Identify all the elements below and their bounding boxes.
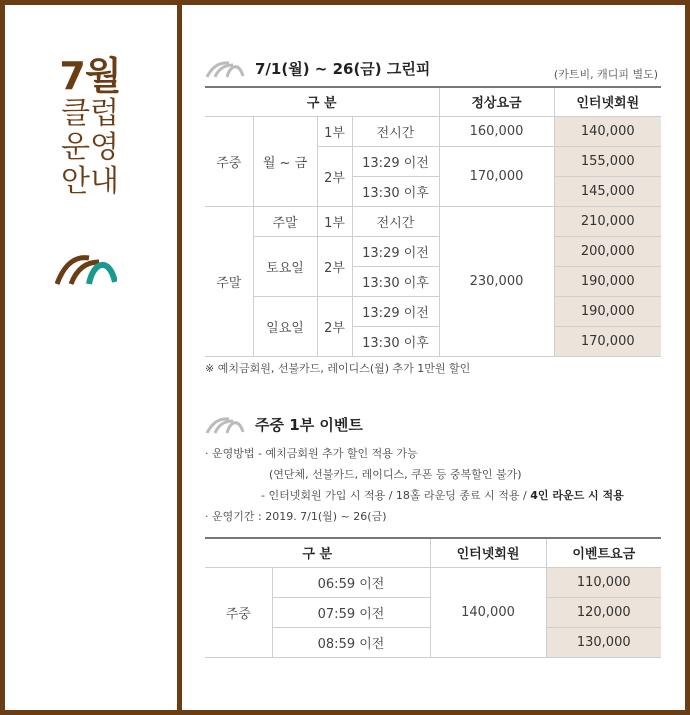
- cell-member-price: 210,000: [554, 206, 661, 236]
- cell-member-price: 190,000: [554, 266, 661, 296]
- vertical-divider: [177, 0, 182, 715]
- cell-regular-price: 160,000: [439, 116, 554, 146]
- table-row: [205, 206, 661, 236]
- section2-title: 주중 1부 이벤트: [255, 416, 363, 434]
- cell-day: 일요일: [253, 296, 317, 356]
- cell-time: 13:30 이후: [352, 326, 439, 356]
- cell-part: 1부: [317, 116, 352, 146]
- header-internet-member: 인터넷회원: [430, 538, 546, 567]
- cell-time: 13:29 이전: [352, 296, 439, 326]
- discount-footnote: ※ 예치금회원, 선불카드, 레이디스(월) 추가 1만원 할인: [205, 362, 471, 375]
- header-regular-price: 정상요금: [439, 87, 554, 116]
- cell-part: 2부: [317, 236, 352, 296]
- arc-logo-icon: [55, 252, 117, 290]
- cell-time: 13:30 이후: [352, 266, 439, 296]
- cell-member-price: 140,000: [554, 116, 661, 146]
- cell-member-price: 170,000: [554, 326, 661, 356]
- side-line-3: 안내: [61, 164, 119, 199]
- header-category: 구 분: [205, 538, 430, 567]
- section1-title: 7/1(월) ~ 26(금) 그린피: [255, 60, 431, 78]
- arc-bullet-icon: [205, 59, 245, 79]
- cell-time: 전시간: [352, 206, 439, 236]
- section2-header: [205, 414, 363, 435]
- cell-weekday: 주중: [205, 116, 253, 206]
- cell-weekday: 주중: [205, 567, 272, 657]
- cell-part: 2부: [317, 296, 352, 356]
- cell-weekend: 주말: [205, 206, 253, 356]
- cell-part: 2부: [317, 146, 352, 206]
- table-header-row: [205, 538, 661, 567]
- cell-time: 07:59 이전: [272, 597, 430, 627]
- header-event-price: 이벤트요금: [546, 538, 661, 567]
- event-exclusions: (연단체, 선불카드, 레이디스, 쿠폰 등 중복할인 불가): [269, 468, 522, 481]
- event-conditions-text: - 인터넷회원 가입 시 적용 / 18홀 라운딩 종료 시 적용 /: [261, 489, 531, 502]
- event-details: [205, 443, 624, 527]
- arc-bullet-icon: [205, 415, 245, 435]
- cell-time: 08:59 이전: [272, 627, 430, 657]
- cell-time: 13:29 이전: [352, 236, 439, 266]
- table-header-row: [205, 87, 661, 116]
- table-row: [205, 116, 661, 146]
- header-category: 구 분: [205, 87, 439, 116]
- table-row: [205, 236, 661, 266]
- cell-time: 13:30 이후: [352, 176, 439, 206]
- cell-part: 1부: [317, 206, 352, 236]
- cell-day: 토요일: [253, 236, 317, 296]
- event-period: · 운영기간 : 2019. 7/1(월) ~ 26(금): [205, 510, 387, 523]
- side-line-2: 운영: [61, 130, 119, 165]
- table-row: [205, 296, 661, 326]
- cell-time: 전시간: [352, 116, 439, 146]
- cell-day: 주말: [253, 206, 317, 236]
- side-line-1: 클럽: [61, 96, 119, 131]
- cell-time: 06:59 이전: [272, 567, 430, 597]
- cell-time: 13:29 이전: [352, 146, 439, 176]
- event-method: · 운영방법 - 예치금회원 추가 할인 적용 가능: [205, 447, 418, 460]
- side-title: [20, 55, 160, 199]
- cell-member-price: 145,000: [554, 176, 661, 206]
- side-month: 7월: [59, 54, 121, 98]
- section1-note: (카트비, 캐디피 별도): [553, 68, 658, 81]
- cell-event-price: 130,000: [546, 627, 661, 657]
- event-table: [205, 537, 661, 658]
- cell-regular-price: 230,000: [439, 206, 554, 356]
- cell-regular-price: 170,000: [439, 146, 554, 206]
- table-row: [205, 567, 661, 597]
- cell-member-price: 200,000: [554, 236, 661, 266]
- cell-event-price: 120,000: [546, 597, 661, 627]
- cell-member-price: 140,000: [430, 567, 546, 657]
- cell-mon-fri: 월 ~ 금: [253, 116, 317, 206]
- header-internet-member: 인터넷회원: [554, 87, 661, 116]
- cell-member-price: 190,000: [554, 296, 661, 326]
- section1-header: [205, 58, 430, 79]
- cell-event-price: 110,000: [546, 567, 661, 597]
- event-conditions-bold: 4인 라운드 시 적용: [530, 489, 624, 502]
- greenfee-table: [205, 86, 661, 357]
- event-conditions: [205, 485, 624, 506]
- cell-member-price: 155,000: [554, 146, 661, 176]
